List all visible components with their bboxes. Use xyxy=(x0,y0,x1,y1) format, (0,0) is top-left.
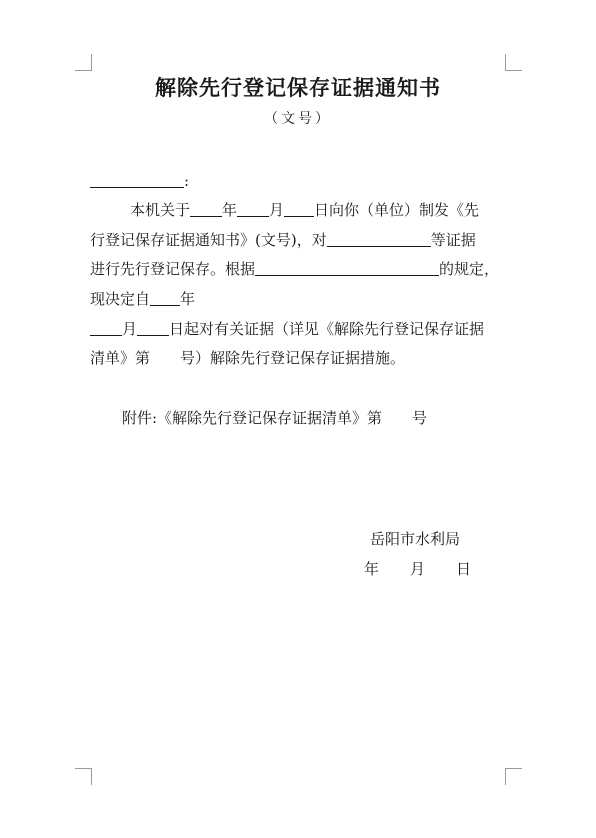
body-line-2 xyxy=(90,229,510,251)
body-text: 年 xyxy=(180,290,196,308)
body-line-3 xyxy=(90,258,510,280)
signature-date xyxy=(364,558,471,579)
recipient-blank[interactable] xyxy=(90,171,184,188)
year-blank[interactable] xyxy=(190,200,222,217)
evidence-blank[interactable] xyxy=(327,230,431,247)
body-text: 的规定， xyxy=(439,260,500,278)
month-blank[interactable] xyxy=(90,319,122,336)
body-line-1 xyxy=(90,199,510,221)
body-text: 年 xyxy=(222,201,238,219)
attachment-line: 附件:《解除先行登记保存证据清单》第 号 xyxy=(122,409,428,427)
page-corner-mark-bottom-right xyxy=(505,768,522,785)
body-line-6: 清单》第 号）解除先行登记保存证据措施。 xyxy=(90,349,406,367)
body-text: 日起对有关证据（详见《解除先行登记保存证据 xyxy=(169,320,485,338)
year-blank[interactable] xyxy=(150,289,180,306)
page-corner-mark-top-left xyxy=(75,54,92,71)
day-blank[interactable] xyxy=(137,319,169,336)
date-month-label: 月 xyxy=(410,560,426,578)
body-line-5 xyxy=(90,318,510,340)
body-text: 行登记保存证据通知书》(文号)，对 xyxy=(90,231,327,249)
issuing-authority: 岳阳市水利局 xyxy=(370,530,461,548)
body-text: 现决定自 xyxy=(90,290,151,308)
body-text: 本机关于 xyxy=(130,201,191,219)
body-text: 等证据 xyxy=(430,231,476,249)
document-number: （文号） xyxy=(264,111,332,127)
document-title: 解除先行登记保存证据通知书 xyxy=(155,75,441,100)
body-text: 进行先行登记保存。根据 xyxy=(90,260,256,278)
salutation-line xyxy=(90,170,510,192)
date-year-label: 年 xyxy=(364,560,380,578)
day-blank[interactable] xyxy=(284,200,314,217)
body-text: 日向你（单位）制发《先 xyxy=(314,201,480,219)
body-text: 月 xyxy=(269,201,285,219)
page-corner-mark-top-right xyxy=(505,54,522,71)
month-blank[interactable] xyxy=(237,200,269,217)
body-line-4 xyxy=(90,288,510,310)
legal-basis-blank[interactable] xyxy=(255,259,439,276)
page-corner-mark-bottom-left xyxy=(75,768,92,785)
salutation-colon: : xyxy=(184,172,190,190)
body-text: 月 xyxy=(122,320,138,338)
date-day-label: 日 xyxy=(456,560,472,578)
